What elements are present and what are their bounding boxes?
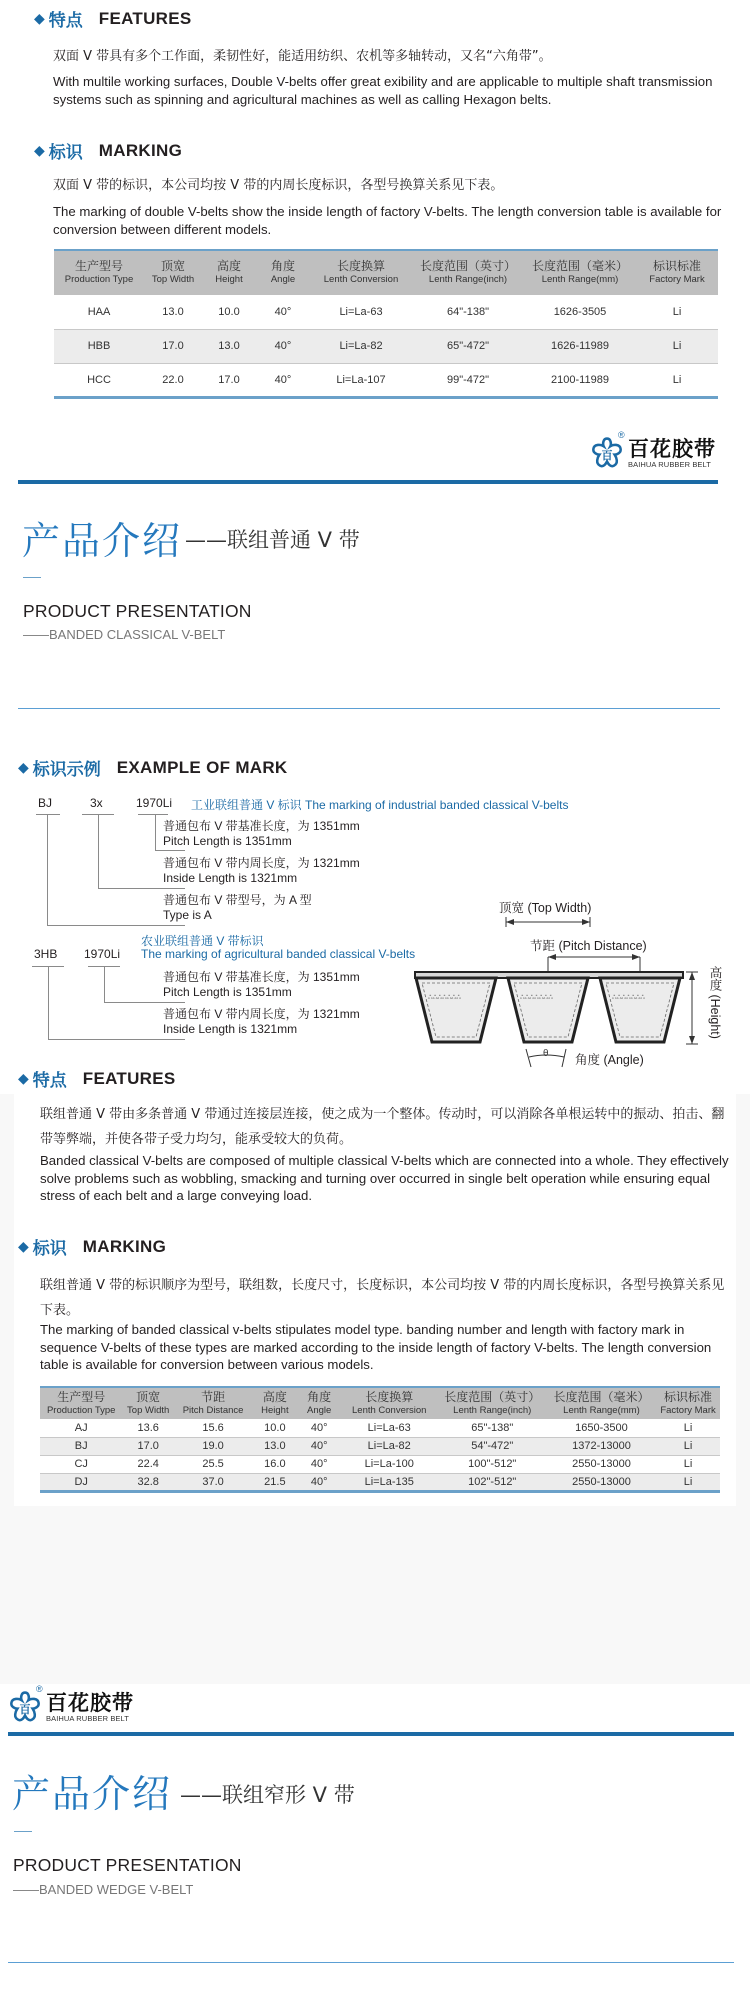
header-cell: 标识标准 Factory Mark [636, 250, 718, 295]
marking-text-cn: 联组普通 V 带的标识顺序为型号，联组数，长度尺寸，长度标识，本公司均按 V 带的内周长度标识，各型号换算关系见下表。 [40, 1278, 725, 1318]
header-cell: 长度换算 Lenth Conversion [341, 1387, 438, 1419]
table-header-row [40, 1387, 720, 1419]
registered-mark: ® [36, 1684, 43, 1694]
connector-line [155, 850, 185, 851]
underline [36, 814, 60, 815]
note-type: 普通包布 V 带型号，为 A 型 Type is A [163, 893, 312, 922]
header-cell: 高度 Height [202, 250, 256, 295]
hero-subtitle-cn: ——联组普通 V 带 [185, 528, 360, 552]
table-row: CJ 22.4 25.5 16.0 40° Li=La-100 100"-512" 2550-13000 Li [40, 1455, 720, 1473]
table-header-row [54, 250, 718, 295]
note-pitch-length: 普通包布 V 带基准长度，为 1351mm Pitch Length is 1351mm [163, 970, 360, 999]
header-cell: 顶宽 Top Width [144, 250, 202, 295]
double-vbelt-spec-table [54, 249, 718, 399]
hero-subtitle-en: ——BANDED CLASSICAL V-BELT [23, 627, 226, 642]
pitch-distance-label: 节距 (Pitch Distance) [530, 939, 647, 953]
header-cell: 长度范围（英寸） Lenth Range(inch) [412, 250, 524, 295]
table-row: DJ 32.8 37.0 21.5 40° Li=La-135 102"-512" 2550-13000 Li [40, 1473, 720, 1491]
code-1970li: 1970Li [136, 796, 173, 810]
marking-heading: ◆ 标识 MARKING [34, 140, 183, 163]
diamond-bullet-icon: ◆ [34, 142, 45, 158]
features-text-cn: 联组普通 V 带由多条普通 V 带通过连接层连接，使之成为一个整体。传动时，可以消除各单根运转中的振动、拍击、翻带等弊端，并使各带子受力均匀，能承受较大的负荷。 [40, 1107, 725, 1147]
brand-name-en: BAIHUA RUBBER BELT [46, 1713, 129, 1723]
flower-logo-icon [8, 1690, 42, 1724]
diamond-bullet-icon: ◆ [18, 1238, 29, 1254]
hero-dash [23, 577, 41, 578]
table-row: HCC 22.0 17.0 40° Li=La-107 99"-472" 2100-11989 Li [54, 363, 718, 397]
connector-line [48, 966, 49, 1039]
hero-title-cn: 产品介绍 [12, 1772, 173, 1816]
header-cell: 顶宽 Top Width [122, 1387, 174, 1419]
code-3hb: 3HB [34, 947, 58, 961]
code-1970li: 1970Li [84, 947, 121, 961]
note-inside-length: 普通包布 V 带内周长度，为 1321mm Inside Length is 1321mm [163, 856, 360, 885]
banded-vbelt-spec-table [40, 1386, 720, 1493]
table-row: BJ 17.0 19.0 13.0 40° Li=La-82 54"-472" 1372-13000 Li [40, 1437, 720, 1455]
agricultural-label-en: The marking of agricultural banded classical V-belts [141, 947, 416, 961]
connector-line [104, 1002, 185, 1003]
marking-text-en: The marking of banded classical v-belts stipulates model type. banding number and length with factory mark in sequence V-belts of these types are marked according to the inside length of factory V-belts. The length conversion table is available for conversion between various models. [40, 1322, 712, 1372]
registered-mark: ® [618, 430, 625, 440]
hero-subtitle-cn: ——联组窄形 V 带 [180, 1783, 355, 1807]
header-cell: 角度 Angle [298, 1387, 341, 1419]
svg-text:百: 百 [601, 448, 613, 462]
features-heading: ◆ 特点 FEATURES [34, 8, 192, 31]
connector-line [104, 966, 105, 1002]
svg-text:ஃஃஃஃஃஃஃ: ஃஃஃஃஃஃஃ [428, 994, 461, 1001]
brand-name-cn: 百花胶带 [628, 436, 716, 461]
svg-text:θ: θ [543, 1049, 549, 1059]
flower-logo-icon [590, 436, 624, 470]
hero-dash [14, 1831, 32, 1832]
hero-title-cn: 产品介绍 [22, 519, 183, 563]
header-cell: 生产型号 Production Type [54, 250, 144, 295]
marking-text-cn: 双面 V 带的标识，本公司均按 V 带的内周长度标识，各型号换算关系见下表。 [53, 178, 504, 193]
diamond-bullet-icon: ◆ [34, 10, 45, 26]
note-pitch-length: 普通包布 V 带基准长度，为 1351mm Pitch Length is 1351mm [163, 819, 360, 848]
header-cell: 标识标准 Factory Mark [656, 1387, 720, 1419]
svg-text:ஃஃஃஃஃஃஃ: ஃஃஃஃஃஃஃ [612, 994, 645, 1001]
industrial-label: 工业联组普通 V 标识 The marking of industrial banded classical V-belts [191, 798, 569, 812]
connector-line [48, 1039, 185, 1040]
table-row: HBB 17.0 13.0 40° Li=La-82 65"-472" 1626-11989 Li [54, 329, 718, 363]
header-cell: 长度范围（英寸） Lenth Range(inch) [438, 1387, 547, 1419]
connector-line [155, 814, 156, 851]
hero-title-en: PRODUCT PRESENTATION [23, 601, 252, 621]
divider-line [8, 1962, 734, 1963]
features-heading: ◆ 特点 FEATURES [18, 1068, 176, 1091]
marking-text-en: The marking of double V-belts show the inside length of factory V-belts. The length conversion table is available for conversion between different models. [53, 204, 722, 237]
header-cell: 高度 Height [252, 1387, 297, 1419]
divider-line [18, 708, 720, 709]
diamond-bullet-icon: ◆ [18, 759, 29, 775]
connector-line [98, 888, 185, 889]
top-width-label: 顶宽 (Top Width) [499, 901, 592, 915]
svg-text:ஃஃஃஃஃஃஃ: ஃஃஃஃஃஃஃ [520, 994, 553, 1001]
vbelt-cross-section-diagram [400, 910, 710, 1070]
hero-title-en: PRODUCT PRESENTATION [13, 1855, 242, 1875]
table-row: AJ 13.6 15.6 10.0 40° Li=La-63 65"-138" 1650-3500 Li [40, 1419, 720, 1437]
connector-line [47, 814, 48, 925]
brand-name-en: BAIHUA RUBBER BELT [628, 459, 711, 469]
diamond-bullet-icon: ◆ [18, 1070, 29, 1086]
header-cell: 节距 Pitch Distance [174, 1387, 252, 1419]
features-text-en: With multile working surfaces, Double V-belts offer great exibility and are applicable to multiple shaft transmission systems such as spinning and agricultural machines as well as calling Hexagon belts. [53, 74, 713, 107]
brand-logo [8, 1684, 134, 1724]
agricultural-label-cn: 农业联组普通 V 带标识 [141, 934, 264, 948]
example-heading: ◆ 标识示例 EXAMPLE OF MARK [18, 757, 288, 780]
header-cell: 生产型号 Production Type [40, 1387, 122, 1419]
code-bj: BJ [38, 796, 53, 810]
divider-bar [8, 1732, 734, 1736]
svg-text:百: 百 [19, 1702, 31, 1716]
code-3x: 3x [90, 796, 103, 810]
hero-subtitle-en: ——BANDED WEDGE V-BELT [13, 1882, 194, 1897]
header-cell: 长度范围（毫米） Lenth Range(mm) [524, 250, 636, 295]
header-cell: 角度 Angle [256, 250, 310, 295]
header-cell: 长度范围（毫米） Lenth Range(mm) [547, 1387, 656, 1419]
table-row: HAA 13.0 10.0 40° Li=La-63 64"-138" 1626-3505 Li [54, 295, 718, 329]
header-cell: 长度换算 Lenth Conversion [310, 250, 412, 295]
angle-label: 角度 (Angle) [575, 1053, 644, 1067]
note-inside-length: 普通包布 V 带内周长度，为 1321mm Inside Length is 1321mm [163, 1007, 360, 1036]
divider-bar [18, 480, 718, 484]
marking-heading: ◆ 标识 MARKING [18, 1236, 167, 1259]
underline [138, 814, 168, 815]
features-text-en: Banded classical V-belts are composed of multiple classical V-belts which are connected into a whole. They effectively solve problems such as wobbling, smacking and turning over occurred in single belt operation while ensuring equal stress of each belt and a large conveying load. [40, 1153, 729, 1203]
connector-line [47, 925, 185, 926]
connector-line [98, 814, 99, 888]
brand-name-cn: 百花胶带 [46, 1690, 134, 1715]
height-label: 高度 (Height) [708, 966, 722, 1039]
features-text-cn: 双面 V 带具有多个工作面，柔韧性好，能适用纺织、农机等多轴转动，又名“六角带”。 [53, 49, 552, 64]
brand-logo [590, 430, 716, 470]
